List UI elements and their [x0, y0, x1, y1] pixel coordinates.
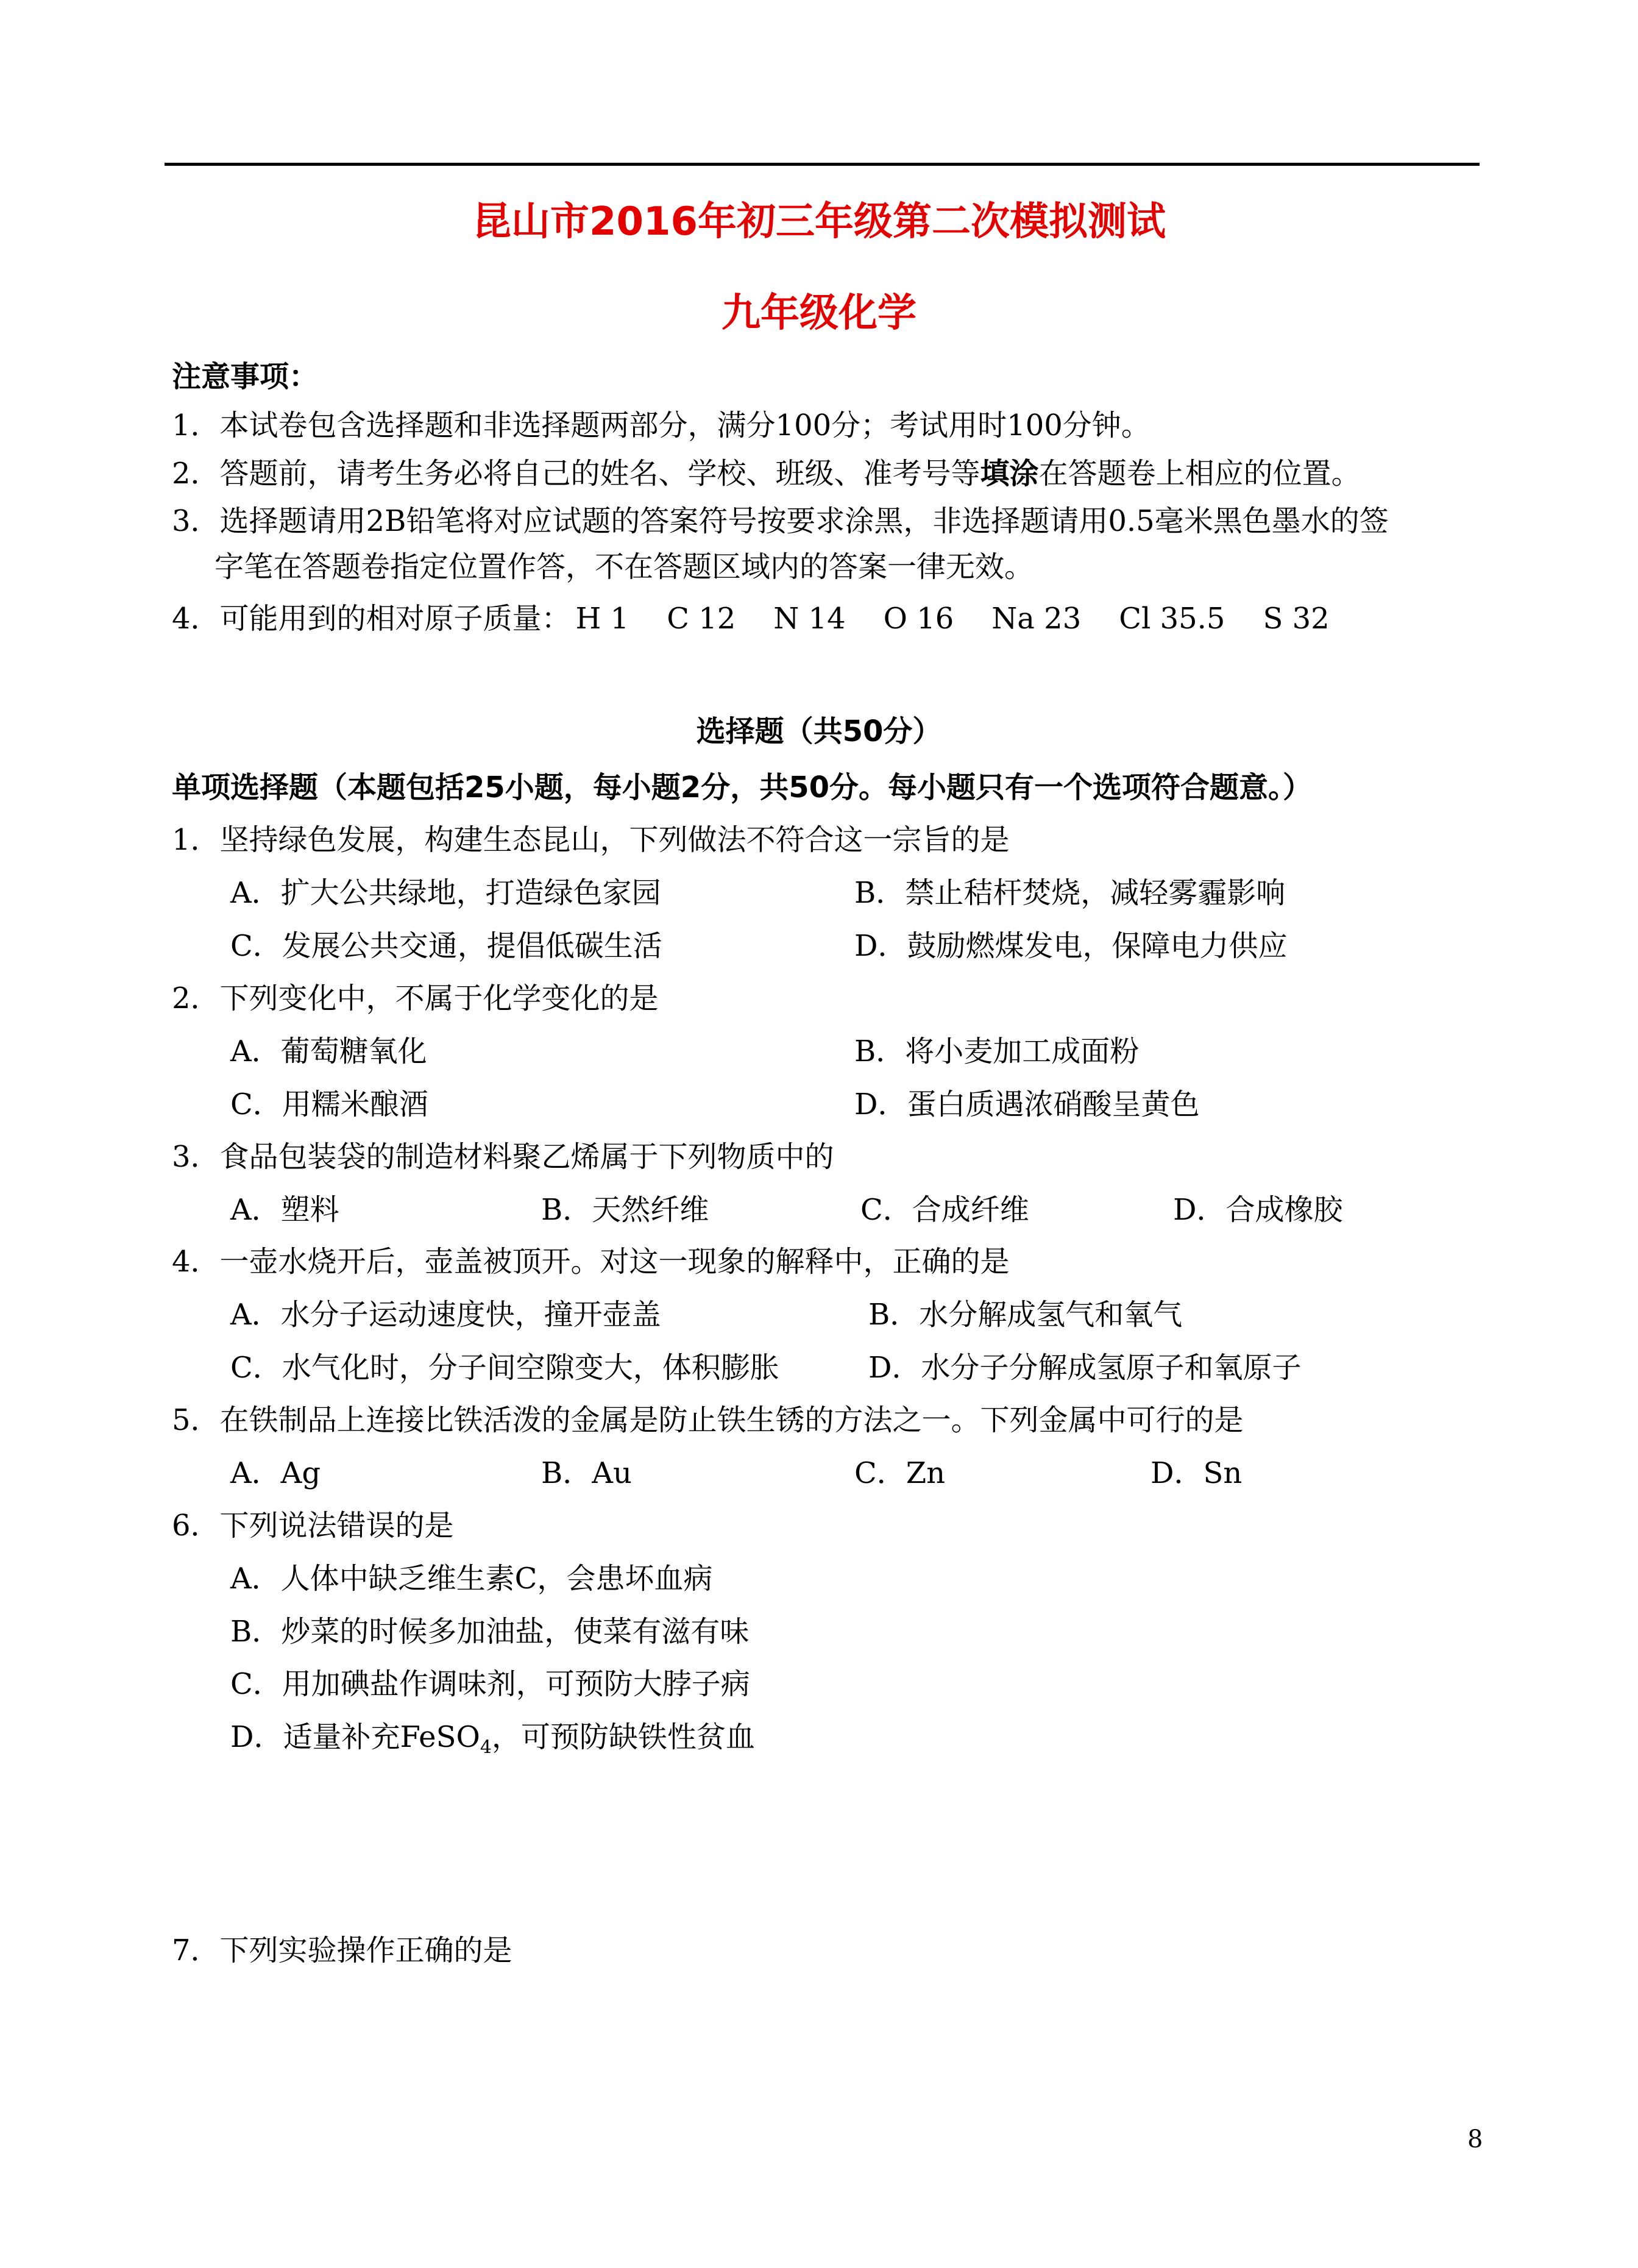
- question-6-option-b: B．炒菜的时候多加油盐，使菜有滋有味: [230, 1615, 750, 1649]
- question-4-option-a: A．水分子运动速度快，撞开壶盖: [230, 1298, 661, 1332]
- question-1-option-b: B．禁止秸杆焚烧，减轻雾霾影响: [854, 876, 1286, 910]
- question-4-option-c: C．水气化时，分子间空隙变大，体积膨胀: [230, 1351, 779, 1385]
- notice-item-3-line-1: 3．选择题请用2B铅笔将对应试题的答案符号按要求涂黑，非选择题请用0.5毫米黑色墨水的签: [172, 504, 1389, 538]
- question-6-option-c: C．用加碘盐作调味剂，可预防大脖子病: [230, 1667, 750, 1701]
- notice-item-3-line-2: 字笔在答题卷指定位置作答，不在答题区域内的答案一律无效。: [214, 550, 1034, 584]
- notice-item-4: [172, 600, 1330, 637]
- exam-title: 昆山市2016年初三年级第二次模拟测试: [472, 199, 1166, 244]
- atomic-mass-h: H 1: [575, 602, 629, 636]
- question-7-stem: 7．下列实验操作正确的是: [172, 1933, 512, 1968]
- question-4-stem: 4．一壶水烧开后，壶盖被顶开。对这一现象的解释中，正确的是: [172, 1245, 1010, 1279]
- question-1-option-c: C．发展公共交通，提倡低碳生活: [230, 929, 662, 963]
- question-5-option-a: A．Ag: [230, 1456, 321, 1490]
- atomic-mass-o: O 16: [883, 602, 954, 636]
- notice-item-4-label: 4．可能用到的相对原子质量：: [172, 602, 571, 636]
- question-6-stem: 6．下列说法错误的是: [172, 1509, 454, 1543]
- question-2-stem: 2．下列变化中，不属于化学变化的是: [172, 981, 659, 1015]
- page-number: 8: [1467, 2125, 1483, 2153]
- question-3-option-a: A．塑料: [230, 1193, 339, 1227]
- notice-item-2: 2．答题前，请考生务必将自己的姓名、学校、班级、准考号等填涂在答题卷上相应的位置。: [172, 457, 1361, 491]
- atomic-mass-c: C 12: [667, 602, 736, 636]
- question-4-option-b: B．水分解成氢气和氧气: [868, 1298, 1183, 1332]
- question-5-stem: 5．在铁制品上连接比铁活泼的金属是防止铁生锈的方法之一。下列金属中可行的是: [172, 1403, 1244, 1437]
- header-rule: [165, 163, 1480, 166]
- question-2-option-d: D．蛋白质遇浓硝酸呈黄色: [854, 1087, 1200, 1122]
- question-3-option-c: C．合成纤维: [860, 1193, 1029, 1227]
- question-3-option-b: B．天然纤维: [541, 1193, 709, 1227]
- question-6-option-a: A．人体中缺乏维生素C，会患坏血病: [230, 1562, 713, 1596]
- atomic-mass-cl: Cl 35.5: [1119, 602, 1225, 636]
- question-3-option-d: D．合成橡胶: [1173, 1193, 1343, 1227]
- question-1-option-d: D．鼓励燃煤发电，保障电力供应: [854, 929, 1288, 963]
- section-heading: 选择题（共50分）: [696, 714, 942, 748]
- question-4-option-d: D．水分子分解成氢原子和氧原子: [868, 1351, 1302, 1385]
- question-2-option-b: B．将小麦加工成面粉: [854, 1034, 1140, 1068]
- section-instruction: 单项选择题（本题包括25小题，每小题2分，共50分。每小题只有一个选项符合题意。）: [172, 770, 1312, 805]
- question-5-option-d: D．Sn: [1150, 1456, 1243, 1490]
- question-3-stem: 3．食品包装袋的制造材料聚乙烯属于下列物质中的: [172, 1140, 834, 1174]
- question-5-option-c: C．Zn: [854, 1456, 945, 1490]
- question-2-option-a: A．葡萄糖氧化: [230, 1034, 427, 1068]
- atomic-mass-n: N 14: [773, 602, 846, 636]
- question-1-option-a: A．扩大公共绿地，打造绿色家园: [230, 876, 661, 910]
- atomic-mass-s: S 32: [1263, 602, 1330, 636]
- exam-subtitle: 九年级化学: [722, 291, 916, 336]
- question-2-option-c: C．用糯米酿酒: [230, 1087, 428, 1122]
- question-5-option-b: B．Au: [541, 1456, 632, 1490]
- notice-item-1: 1．本试卷包含选择题和非选择题两部分，满分100分；考试用时100分钟。: [172, 408, 1150, 443]
- question-1-stem: 1．坚持绿色发展，构建生态昆山，下列做法不符合这一宗旨的是: [172, 823, 1010, 857]
- question-6-option-d: D．适量补充FeSO$_4$，可预防缺铁性贫血: [230, 1720, 755, 1758]
- atomic-mass-na: Na 23: [991, 602, 1082, 636]
- subscript-4: 4: [480, 1737, 492, 1758]
- notice-heading: 注意事项：: [172, 360, 319, 394]
- notice-item-2-emphasis: 填涂: [980, 457, 1039, 491]
